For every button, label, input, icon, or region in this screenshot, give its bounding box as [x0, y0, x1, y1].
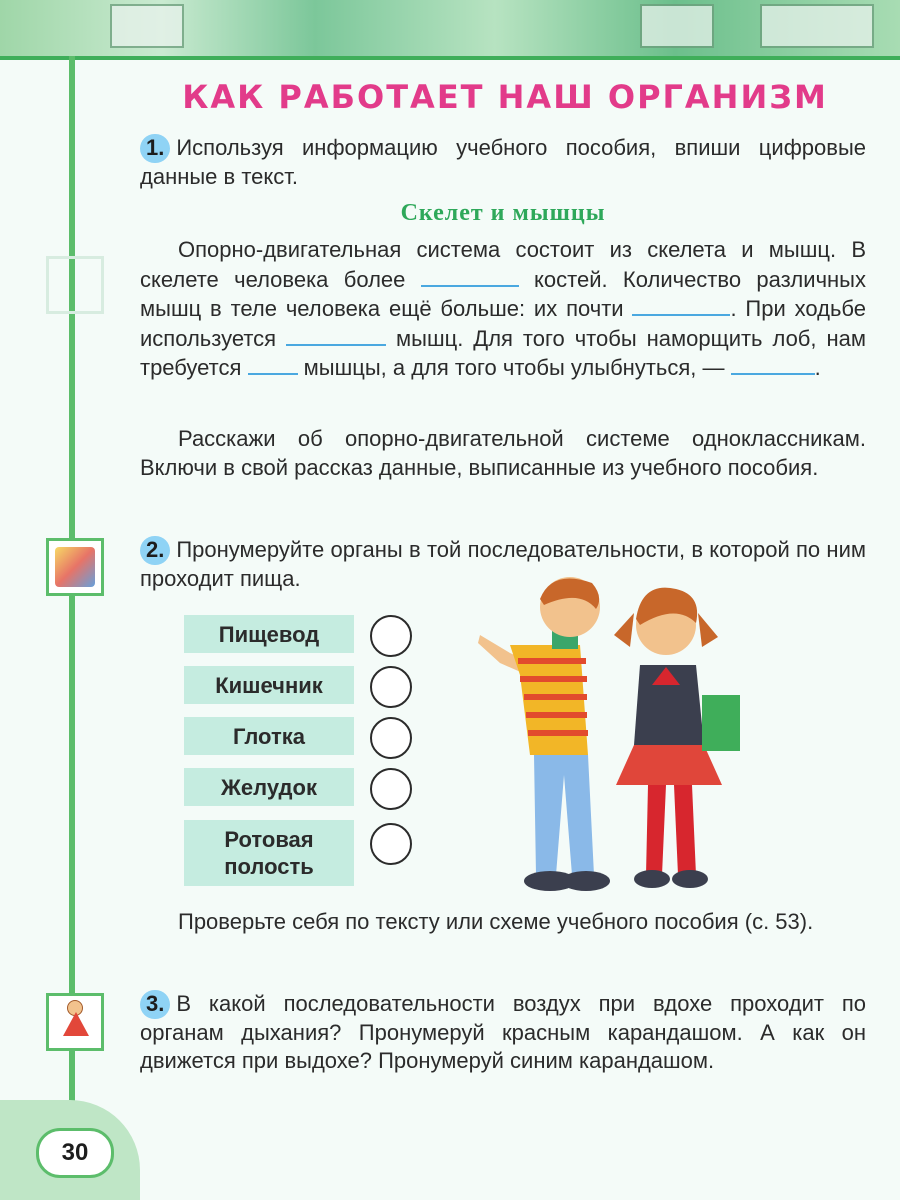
- blank-bones-count[interactable]: [421, 265, 519, 287]
- page-title: КАК РАБОТАЕТ НАШ ОРГАНИЗМ: [182, 78, 828, 116]
- reading-kids-icon: [46, 538, 104, 596]
- boy-figure: [478, 577, 610, 891]
- blank-frown-muscles[interactable]: [248, 353, 298, 375]
- order-circle[interactable]: [370, 615, 412, 657]
- margin-placeholder-box: [46, 256, 104, 314]
- organ-label: Глотка: [184, 717, 354, 755]
- organ-label: Ротовая полость: [184, 820, 354, 886]
- task1-follow-up: Расскажи об опорно-двигательной системе одноклассникам. Включи в свой рассказ данные, выписанные из учебного пособия.: [140, 426, 866, 480]
- task1-number: 1.: [140, 134, 170, 163]
- order-circle[interactable]: [370, 666, 412, 708]
- margin-line: [69, 56, 75, 1136]
- blank-muscles-count[interactable]: [632, 294, 730, 316]
- house-illustration: [110, 4, 184, 48]
- children-illustration: [470, 575, 770, 905]
- task2-instruction: 2. Пронумеруйте органы в той последовательности, в которой по ним проходит пища.: [140, 537, 866, 591]
- order-circle[interactable]: [370, 717, 412, 759]
- task1-instruction: 1. Используя информацию учебного пособия, впиши цифровые данные в текст.: [140, 135, 866, 189]
- task3-instruction: 3. В какой последовательности воздух при вдохе проходит по органам дыхания? Пронумеруй красным карандашом. А как он движется при выдохе? Пронумеруй синим карандашом.: [140, 991, 866, 1073]
- task2-number: 2.: [140, 536, 170, 565]
- header-illustration-band: [0, 0, 900, 60]
- task1-fill-text: Опорно-двигательная система состоит из скелета и мышц. В скелете человека более костей. Количество различных мышц в теле человека ещё больше: их почти . При ходьбе используется мышц. Для того чтобы наморщить лоб, нам требуется мышцы, а для того чтобы улыбнуться, — .: [140, 237, 866, 380]
- house-illustration: [760, 4, 874, 48]
- girl-figure: [614, 588, 740, 888]
- house-illustration: [640, 4, 714, 48]
- task1-subheading: Скелет и мышцы: [400, 200, 606, 226]
- warning-kid-icon: [46, 993, 104, 1051]
- organ-label: Кишечник: [184, 666, 354, 704]
- blank-walking-muscles[interactable]: [286, 324, 386, 346]
- order-circle[interactable]: [370, 823, 412, 865]
- page-number: 30: [36, 1128, 114, 1178]
- organ-label: Желудок: [184, 768, 354, 806]
- task2-check-note: Проверьте себя по тексту или схеме учебного пособия (с. 53).: [178, 909, 814, 934]
- blank-smile-muscles[interactable]: [731, 353, 815, 375]
- task3-number: 3.: [140, 990, 170, 1019]
- order-circle[interactable]: [370, 768, 412, 810]
- organ-label: Пищевод: [184, 615, 354, 653]
